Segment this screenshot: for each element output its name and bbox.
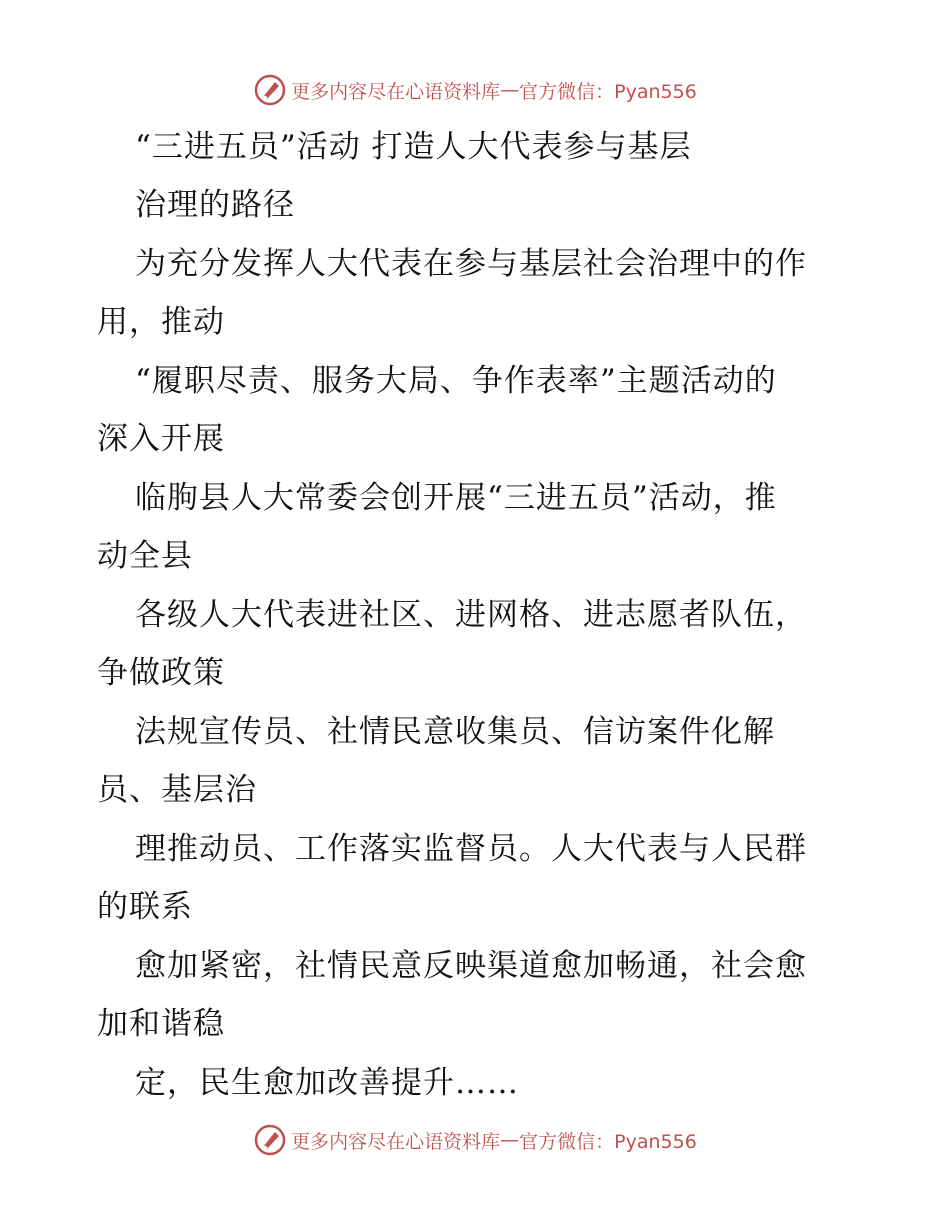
paragraph-line: 深入开展	[97, 421, 225, 457]
paragraph-line: 临朐县人大常委会创开展“三进五员”活动，推	[135, 480, 777, 516]
paragraph-line: 员、基层治	[97, 772, 257, 808]
footer-watermark-banner	[0, 1120, 950, 1160]
paragraph-line: 法规宣传员、社情民意收集员、信访案件化解	[135, 714, 775, 750]
paragraph-line: 各级人大代表进社区、进网格、进志愿者队伍，	[135, 597, 807, 633]
paragraph-line: 动全县	[97, 538, 193, 574]
watermark-separator: —	[500, 79, 520, 101]
pen-nib-seal-icon	[253, 1123, 287, 1157]
document-title-line-2: 治理的路径	[135, 187, 295, 223]
paragraph-line: 的联系	[97, 889, 193, 925]
paragraph-line: “履职尽责、服务大局、争作表率”主题活动的	[135, 363, 777, 399]
paragraph-line: 争做政策	[97, 655, 225, 691]
watermark-suffix-text: 官方微信：Pyan556	[519, 1130, 697, 1153]
watermark-separator: —	[500, 1129, 520, 1151]
paragraph-line: 愈加紧密，社情民意反映渠道愈加畅通，社会愈	[135, 948, 807, 984]
header-watermark-banner	[0, 70, 950, 110]
paragraph-line: 用，推动	[97, 304, 225, 340]
watermark-main-text: 更多内容尽在心语资料库	[291, 1130, 501, 1153]
paragraph-line: 加和谐稳	[97, 1006, 225, 1042]
paragraph-line: 定，民生愈加改善提升……	[135, 1065, 519, 1101]
paragraph-line: 理推动员、工作落实监督员。人大代表与人民群	[135, 831, 807, 867]
pen-nib-seal-icon	[253, 73, 287, 107]
paragraph-line: 为充分发挥人大代表在参与基层社会治理中的作	[135, 246, 807, 282]
watermark-main-text: 更多内容尽在心语资料库	[291, 80, 501, 103]
watermark-suffix-text: 官方微信：Pyan556	[519, 80, 697, 103]
document-title-line-1: “三进五员”活动 打造人大代表参与基层	[135, 129, 692, 165]
